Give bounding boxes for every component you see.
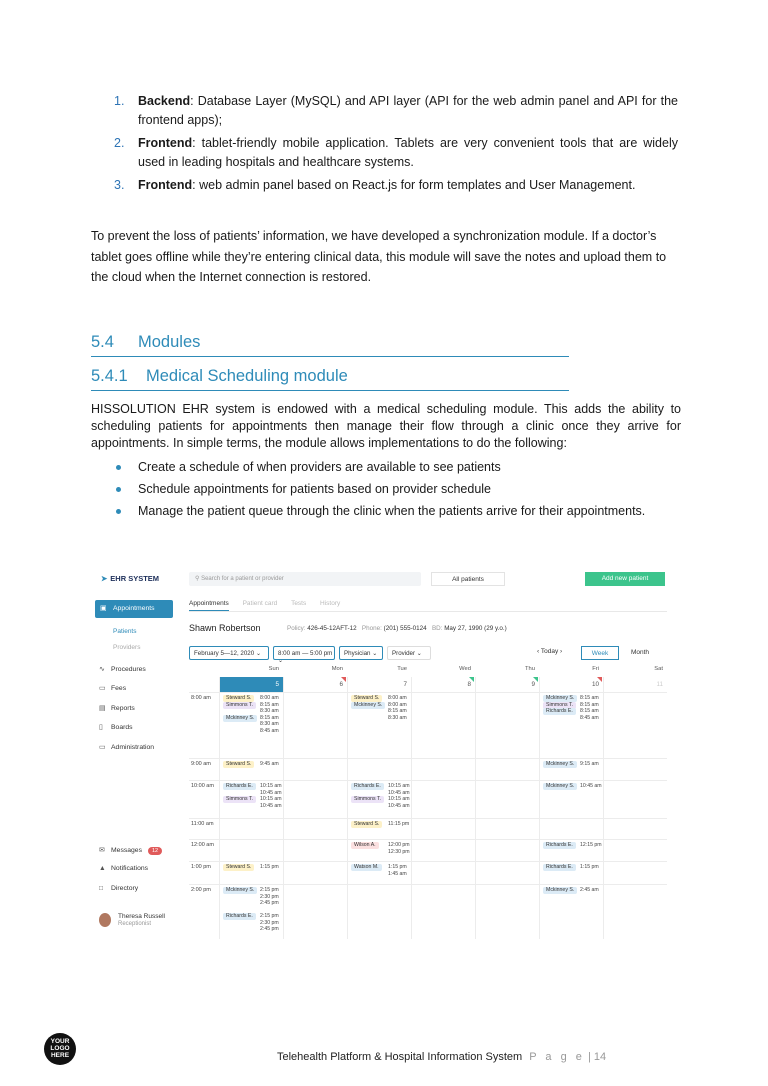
appointment-tag: Richards E. <box>223 913 256 920</box>
appointment-time: 8:15 am <box>580 695 599 701</box>
appointment-tag: Mckinney S. <box>223 715 257 722</box>
appointment-tag: Richards E. <box>543 864 576 871</box>
appointment-time: 12:15 pm <box>580 842 602 848</box>
marker-icon <box>533 677 538 682</box>
scheduling-paragraph: HISSOLUTION EHR system is endowed with a medical scheduling module. This adds the ability to scheduling patients for appointments then manage their flow through a clinic once they arrive for appointments. In simple terms, the module allows implementations to do the following: <box>91 402 681 450</box>
date-navigator <box>537 648 562 655</box>
appointment-tag: Mckinney S. <box>543 887 577 894</box>
sidebar-item-fees[interactable]: ▭ Fees <box>99 685 127 692</box>
sidebar-item-boards[interactable]: ▯ Boards <box>99 724 133 731</box>
chevron-right-icon[interactable]: › <box>560 648 563 655</box>
appointment-time: 8:00 am <box>388 695 407 701</box>
appointment-time: 1:15 pm <box>388 864 407 870</box>
appointment-time: 12:30 pm <box>388 848 410 855</box>
grid-divider <box>539 677 540 939</box>
sidebar-item-directory[interactable]: □ Directory <box>99 885 139 892</box>
pulse-icon: ∿ <box>99 666 105 673</box>
appointment-time: 11:15 pm <box>388 821 410 827</box>
messages-badge: 12 <box>148 847 162 855</box>
appointment-time: 10:15 am <box>260 796 282 802</box>
appointment-time: 2:15 pm <box>260 887 279 893</box>
appointment-tag: Mckinney S. <box>543 783 577 790</box>
sidebar-item-reports[interactable]: ▤ Reports <box>99 705 135 712</box>
appointment-tag: Richards E. <box>223 783 256 790</box>
appointment-time: 8:00 am <box>388 701 407 708</box>
marker-icon <box>597 677 602 682</box>
chevron-down-icon: ⌄ <box>255 650 262 657</box>
bullet-list <box>113 459 678 525</box>
search-icon: ⚲ <box>195 576 200 582</box>
chevron-left-icon[interactable]: ‹ <box>537 648 540 655</box>
appointment-tag: Steward S. <box>223 864 254 871</box>
grid-divider <box>189 818 667 819</box>
ehr-screenshot <box>91 564 677 939</box>
search-input[interactable]: ⚲ Search for a patient or provider <box>189 572 421 586</box>
sidebar-item-procedures[interactable]: ∿ Procedures <box>99 666 146 673</box>
document-icon: ▤ <box>99 705 106 712</box>
time-label: 12:00 am <box>191 842 214 848</box>
appointment-time: 8:15 am <box>580 701 599 708</box>
day-header: Tue <box>397 666 407 672</box>
time-label: 8:00 am <box>191 695 211 701</box>
appointment-tag: Steward S. <box>351 695 382 702</box>
chevron-down-icon: ⌄ <box>278 657 284 664</box>
marker-icon <box>341 677 346 682</box>
grid-divider <box>189 839 667 840</box>
time-label: 9:00 am <box>191 761 211 767</box>
avatar <box>99 913 111 927</box>
appointment-time: 2:15 pm <box>260 913 279 919</box>
chevron-down-icon: ⌄ <box>372 650 378 657</box>
appointment-time: 1:45 am <box>388 870 407 877</box>
clipboard-icon: ▯ <box>99 724 103 731</box>
day-header: Wed <box>459 666 471 672</box>
grid-divider <box>411 677 412 939</box>
appointment-tag: Richards E. <box>543 842 576 849</box>
time-label: 1:00 pm <box>191 864 211 870</box>
appointment-time: 1:15 pm <box>580 864 599 870</box>
grid-divider <box>189 884 667 885</box>
day-header: Sun <box>268 666 279 672</box>
appointment-time: 10:45 am <box>580 783 602 789</box>
appointment-time: 10:45 am <box>260 802 282 809</box>
appointment-time: 10:45 am <box>260 789 282 796</box>
appointment-tag: Steward S. <box>223 761 254 768</box>
list-item: 3. Frontend: web admin panel based on React.js for form templates and User Management. <box>114 178 636 192</box>
day-header: Fri <box>592 666 599 672</box>
appointment-time: 8:45 am <box>580 714 599 721</box>
appointment-time: 9:15 am <box>580 761 599 767</box>
calendar-grid <box>189 666 667 939</box>
appointment-time: 8:15 am <box>580 708 599 714</box>
appointment-time: 10:15 am <box>388 783 410 789</box>
list-item: 2. Frontend: tablet-friendly mobile application. Tablets are very convenient tools that are widely used in leading hospitals and healthcare systems. <box>114 136 678 169</box>
appointment-time: 8:00 am <box>260 695 279 701</box>
appointment-time: 2:45 pm <box>260 926 279 932</box>
today-button[interactable]: Today <box>540 648 559 655</box>
list-item: Manage the patient queue through the clinic when the patients arrive for their appointments. <box>113 503 678 520</box>
list-item: Schedule appointments for patients based on provider schedule <box>113 481 678 498</box>
day-header: Thu <box>525 666 535 672</box>
appointment-tag: Simmons T. <box>543 702 576 709</box>
appointment-tag: Mckinney S. <box>223 887 257 894</box>
sidebar-item-providers[interactable]: Providers <box>113 644 141 651</box>
chevron-down-icon: ⌄ <box>416 650 422 657</box>
sidebar-item-appointments[interactable]: ▣ Appointments <box>95 600 173 618</box>
architecture-list <box>112 92 678 199</box>
grid-divider <box>603 677 604 939</box>
list-item: 1. Backend: Database Layer (MySQL) and API layer (API for the web admin panel and API for the frontend apps); <box>114 94 678 127</box>
appointment-time: 8:15 am <box>388 708 407 714</box>
provider-select[interactable]: Provider ⌄ <box>387 646 431 660</box>
appointment-time: 12:00 pm <box>388 842 410 848</box>
view-week-button[interactable]: Week <box>581 646 619 660</box>
sidebar-item-messages[interactable]: ✉ Messages 12 <box>99 846 162 855</box>
day-number: 9 <box>531 681 535 688</box>
appointment-time: 2:30 pm <box>260 919 279 926</box>
appointment-tag: Richards E. <box>351 783 384 790</box>
tab-patient-card[interactable]: Patient card <box>242 600 278 607</box>
book-icon: □ <box>99 885 104 892</box>
appointment-time: 10:15 am <box>388 796 410 802</box>
date-range-select[interactable]: February 5—12, 2020 ⌄ <box>189 646 269 660</box>
appointment-tag: Mckinney S. <box>351 702 385 709</box>
day-header: Sat <box>654 666 663 672</box>
appointment-time: 8:15 am <box>260 701 279 708</box>
appointment-time: 1:15 pm <box>260 864 279 870</box>
monitor-icon: ▭ <box>99 744 106 751</box>
bullet-icon <box>116 509 121 514</box>
view-month-button[interactable]: Month <box>630 649 650 656</box>
appointment-tag: Wilson A. <box>351 842 379 849</box>
tab-tests[interactable]: Tests <box>291 600 307 607</box>
patient-name: Shawn Robertson <box>189 623 261 633</box>
appointment-tag: Mckinney S. <box>543 695 577 702</box>
appointment-tag: Steward S. <box>223 695 254 702</box>
day-number: 7 <box>403 681 407 688</box>
day-number: 10 <box>591 681 599 688</box>
appointment-time: 10:45 am <box>388 802 410 809</box>
appointment-tag: Mckinney S. <box>543 761 577 768</box>
sidebar-item-notifications[interactable]: ▲ Notifications <box>99 865 149 872</box>
grid-divider <box>347 677 348 939</box>
grid-divider <box>475 677 476 939</box>
mail-icon: ✉ <box>99 847 105 854</box>
app-logo: ➤ EHR SYSTEM <box>101 574 160 583</box>
marker-icon <box>469 677 474 682</box>
appointment-tag: Steward S. <box>351 821 382 828</box>
role-select[interactable]: Physician ⌄ <box>339 646 383 660</box>
time-label: 2:00 pm <box>191 887 211 893</box>
day-number: 8 <box>467 681 471 688</box>
list-item: Create a schedule of when providers are available to see patients <box>113 459 678 476</box>
patient-meta: Policy: 426-45-12AFT-12 Phone: (201) 555-0124 BD: May 27, 1990 (29 y.o.) <box>287 625 507 632</box>
day-number: 11 <box>656 681 663 688</box>
sync-paragraph: To prevent the loss of patients’ information, we have developed a synchronization module. If a doctor’s tablet goes offline while they’re entering clinical data, this module will save the notes and upload them to the cloud when the Internet connection is restored. <box>91 229 667 284</box>
appointment-time: 8:30 am <box>260 708 279 714</box>
time-label: 11:00 am <box>191 821 214 827</box>
appointment-tag: Simmons T. <box>223 796 256 803</box>
appointment-tag: Richards E. <box>543 708 576 715</box>
day-header: Mon <box>331 666 343 672</box>
grid-divider <box>189 861 667 862</box>
bell-icon: ▲ <box>99 865 106 872</box>
bullet-icon <box>116 487 121 492</box>
grid-divider <box>189 692 667 693</box>
tab-history[interactable]: History <box>320 600 341 607</box>
grid-divider <box>189 758 667 759</box>
bullet-icon <box>116 465 121 470</box>
time-label: 10:00 am <box>191 783 214 789</box>
logo-icon: ➤ <box>101 574 108 583</box>
hours-select[interactable]: 8:00 am — 5:00 pm ⌄ <box>273 646 335 660</box>
appointment-time: 9:45 am <box>260 761 279 767</box>
appointment-time: 8:15 am <box>260 714 279 721</box>
page-footer: Telehealth Platform & Hospital Information System P a g e | 14 <box>277 1051 607 1063</box>
sidebar-item-patients[interactable]: Patients <box>113 628 137 635</box>
day-number: 5 <box>219 677 283 692</box>
appointment-tag: Watson M. <box>351 864 382 871</box>
appointment-time: 10:45 am <box>388 789 410 796</box>
tab-bar <box>189 600 667 612</box>
card-icon: ▭ <box>99 685 106 692</box>
appointment-time: 10:15 am <box>260 783 282 789</box>
tab-appointments[interactable]: Appointments <box>189 600 229 611</box>
appointment-time: 2:30 pm <box>260 893 279 900</box>
day-number: 6 <box>339 681 343 688</box>
sidebar: ➤ EHR SYSTEM ▣ Appointments Patients Providers ∿ Procedures ▭ Fees ▤ Reports ▯ Boards ▭ Administration ✉ Messages 12 ▲ Notifications □ Directory Theresa Russell Receptionist <box>91 564 179 939</box>
add-patient-button[interactable]: Add new patient <box>585 572 665 586</box>
appointment-time: 8:45 am <box>260 727 279 734</box>
appointment-tag: Simmons T. <box>351 796 384 803</box>
grid-divider <box>283 677 284 939</box>
grid-divider <box>219 677 220 939</box>
subsection-heading: 5.4.1 Medical Scheduling module <box>91 367 569 391</box>
appointment-time: 2:45 pm <box>260 900 279 906</box>
appointment-time: 2:45 am <box>580 887 599 893</box>
appointment-time: 8:30 am <box>260 721 279 727</box>
sidebar-item-administration[interactable]: ▭ Administration <box>99 744 155 751</box>
appointment-time: 8:30 am <box>388 714 407 721</box>
grid-divider <box>189 780 667 781</box>
all-patients-dropdown[interactable]: All patients <box>431 572 505 586</box>
calendar-icon: ▣ <box>100 605 107 612</box>
section-heading: 5.4 Modules <box>91 333 569 357</box>
main-panel <box>179 564 677 939</box>
company-logo: YOUR LOGO HERE <box>44 1033 76 1065</box>
appointment-tag: Simmons T. <box>223 702 256 709</box>
